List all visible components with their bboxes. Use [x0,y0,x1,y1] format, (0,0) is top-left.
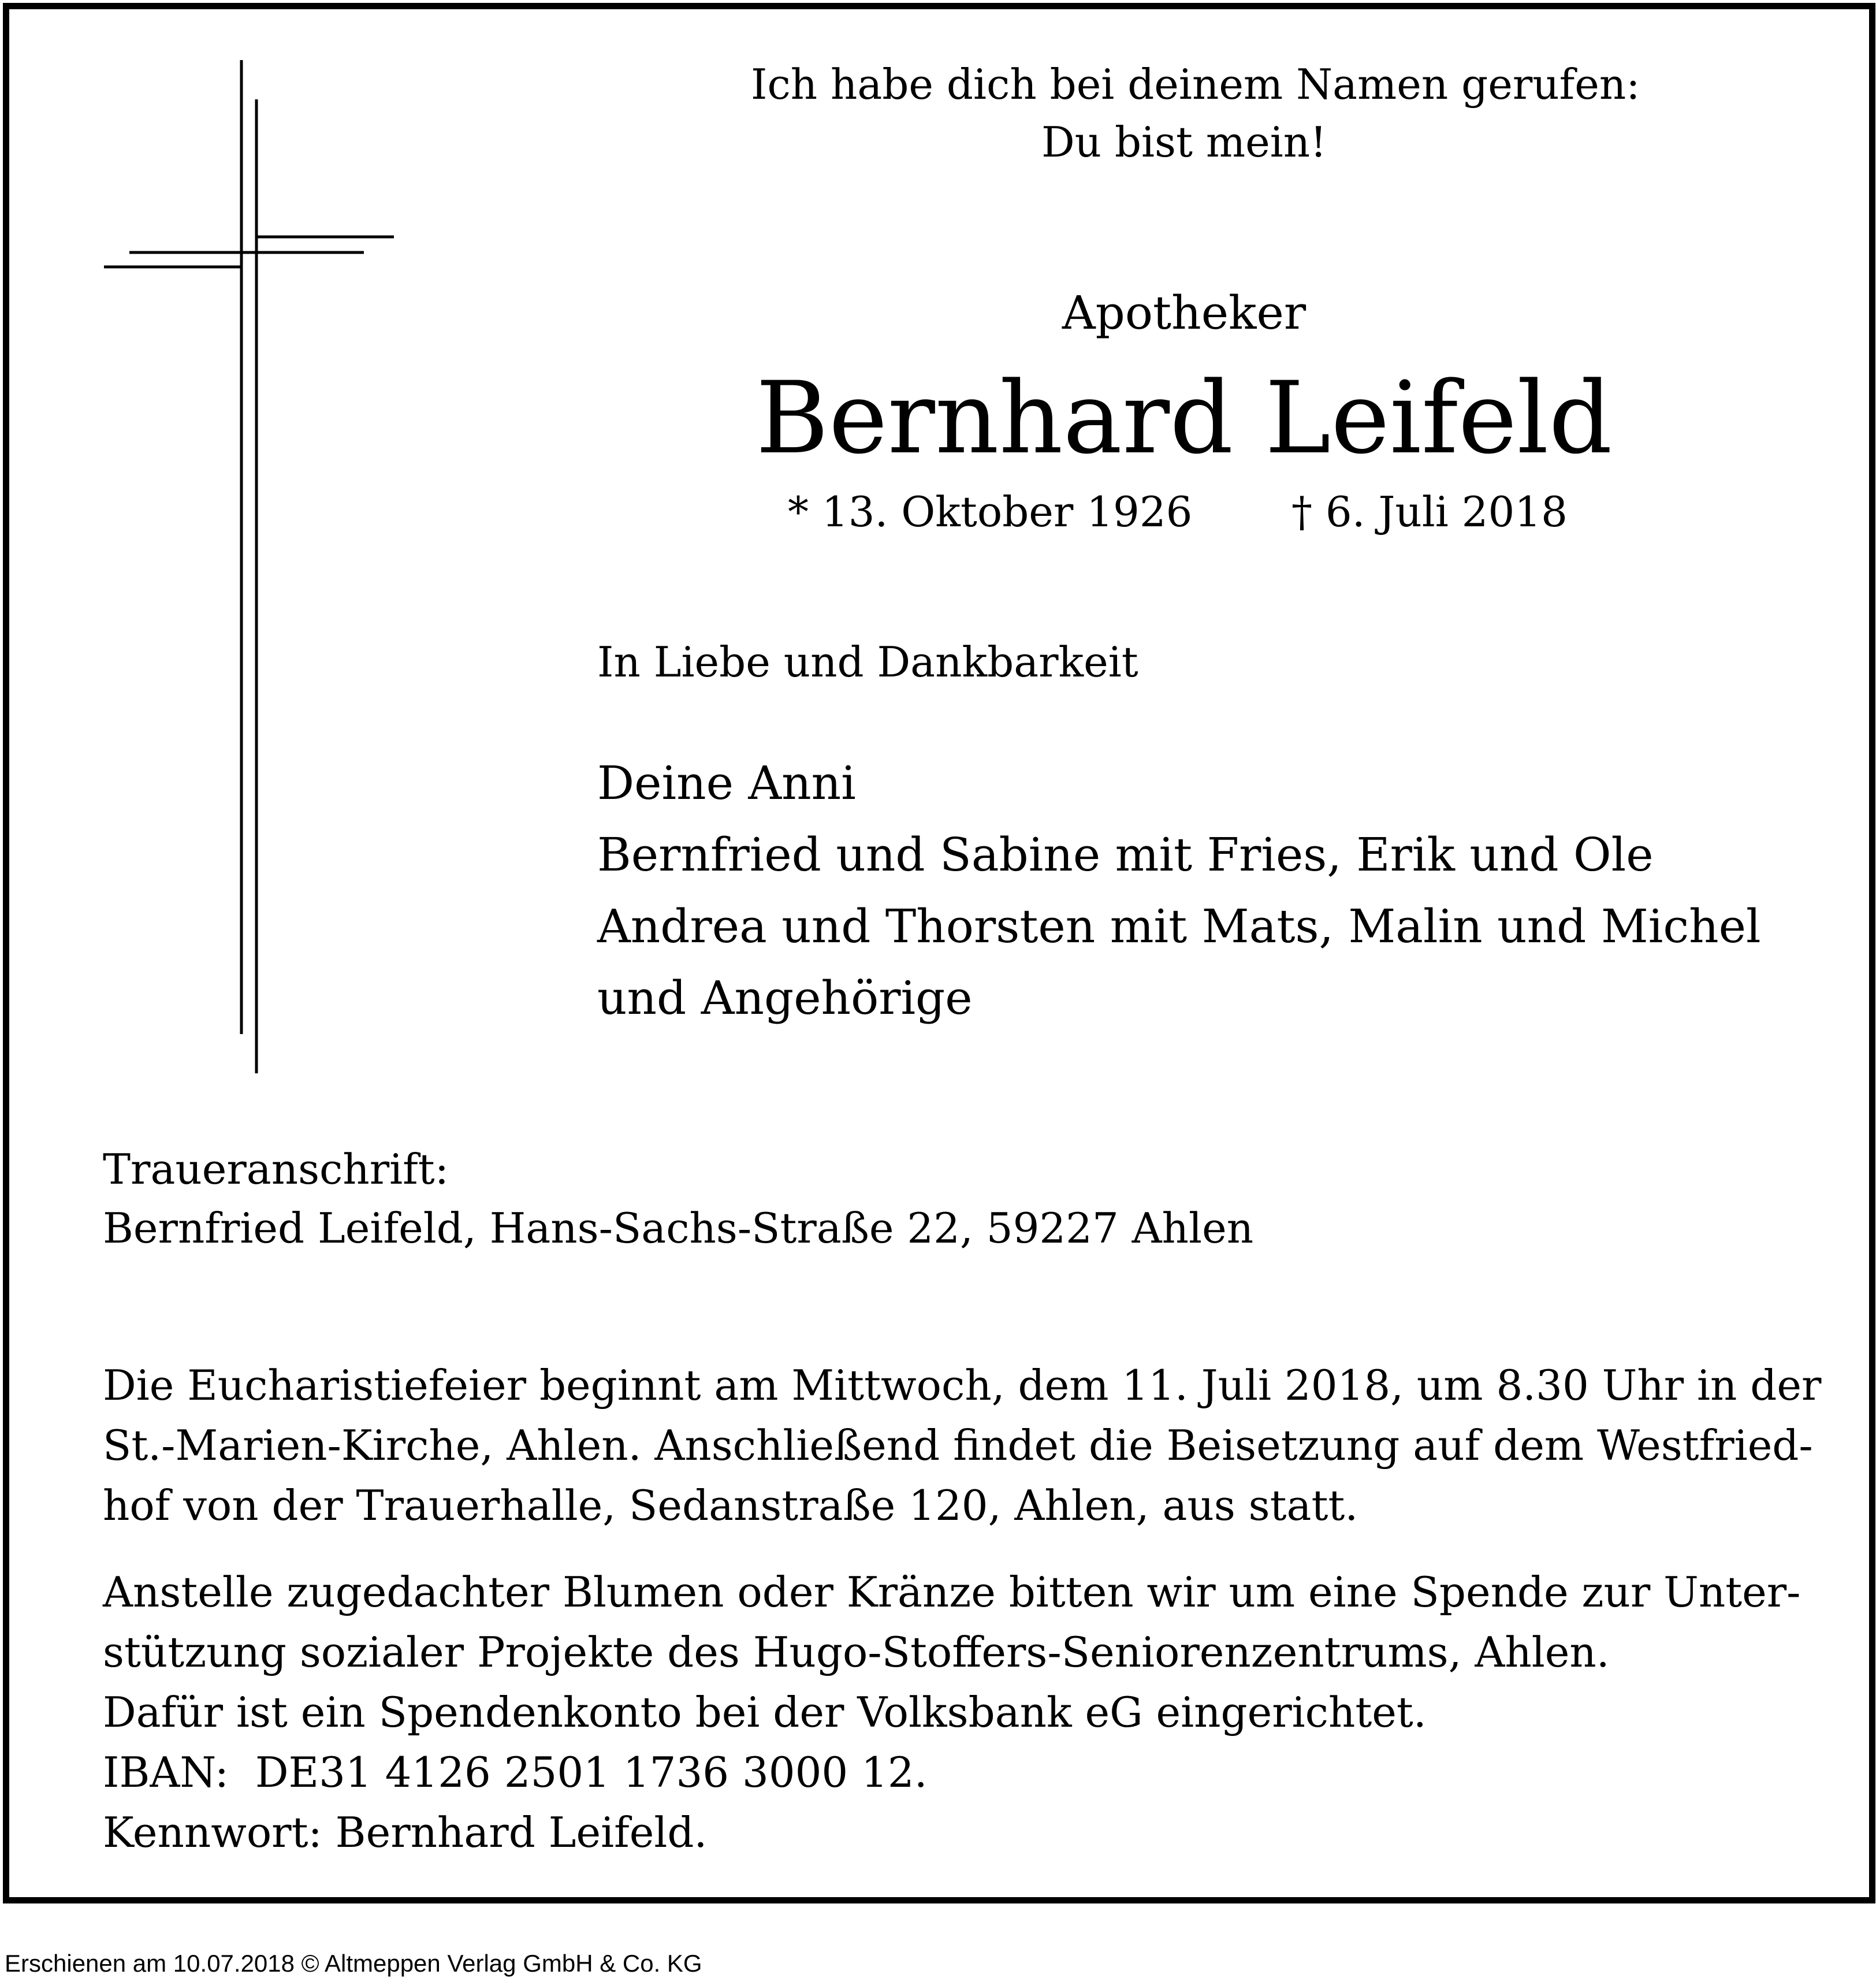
birth-date: * 13. Oktober 1926 [788,488,1193,536]
mourner-line: Deine Anni [597,756,856,810]
address-label: Traueranschrift: [103,1145,449,1194]
mourner-line: Andrea und Thorsten mit Mats, Malin und Michel [597,899,1761,953]
donation-line: Anstelle zugedachter Blumen oder Kränze bitten wir um eine Spende zur Unter- [103,1568,1801,1616]
keyword-line: Kennwort: Bernhard Leifeld. [103,1808,708,1857]
mourner-line: und Angehörige [597,971,973,1025]
mourners-intro: In Liebe und Dankbarkeit [597,638,1138,686]
deceased-title: Apotheker [1062,286,1306,340]
address-value: Bernfried Leifeld, Hans-Sachs-Straße 22, 59227 Ahlen [103,1204,1254,1252]
service-line: hof von der Trauerhalle, Sedanstraße 120, Ahlen, aus statt. [103,1481,1358,1530]
death-date: † 6. Juli 2018 [1291,488,1568,536]
donation-line: Dafür ist ein Spendenkonto bei der Volksbank eG eingerichtet. [103,1688,1427,1737]
publication-footer: Erschienen am 10.07.2018 © Altmeppen Verlag GmbH & Co. KG [5,1950,702,1977]
deceased-name: Bernhard Leifeld [755,360,1613,476]
donation-line: stützung sozialer Projekte des Hugo-Stoffers-Seniorenzentrums, Ahlen. [103,1628,1610,1676]
service-line: Die Eucharistiefeier beginnt am Mittwoch, dem 11. Juli 2018, um 8.30 Uhr in der [103,1361,1822,1410]
verse-line-1: Ich habe dich bei deinem Namen gerufen: [751,60,1640,109]
mourner-line: Bernfried und Sabine mit Fries, Erik und Ole [597,828,1654,882]
verse-line-2: Du bist mein! [1041,118,1327,166]
service-line: St.-Marien-Kirche, Ahlen. Anschließend findet die Beisetzung auf dem Westfried- [103,1421,1813,1470]
iban-line: IBAN: DE31 4126 2501 1736 3000 12. [103,1748,928,1797]
